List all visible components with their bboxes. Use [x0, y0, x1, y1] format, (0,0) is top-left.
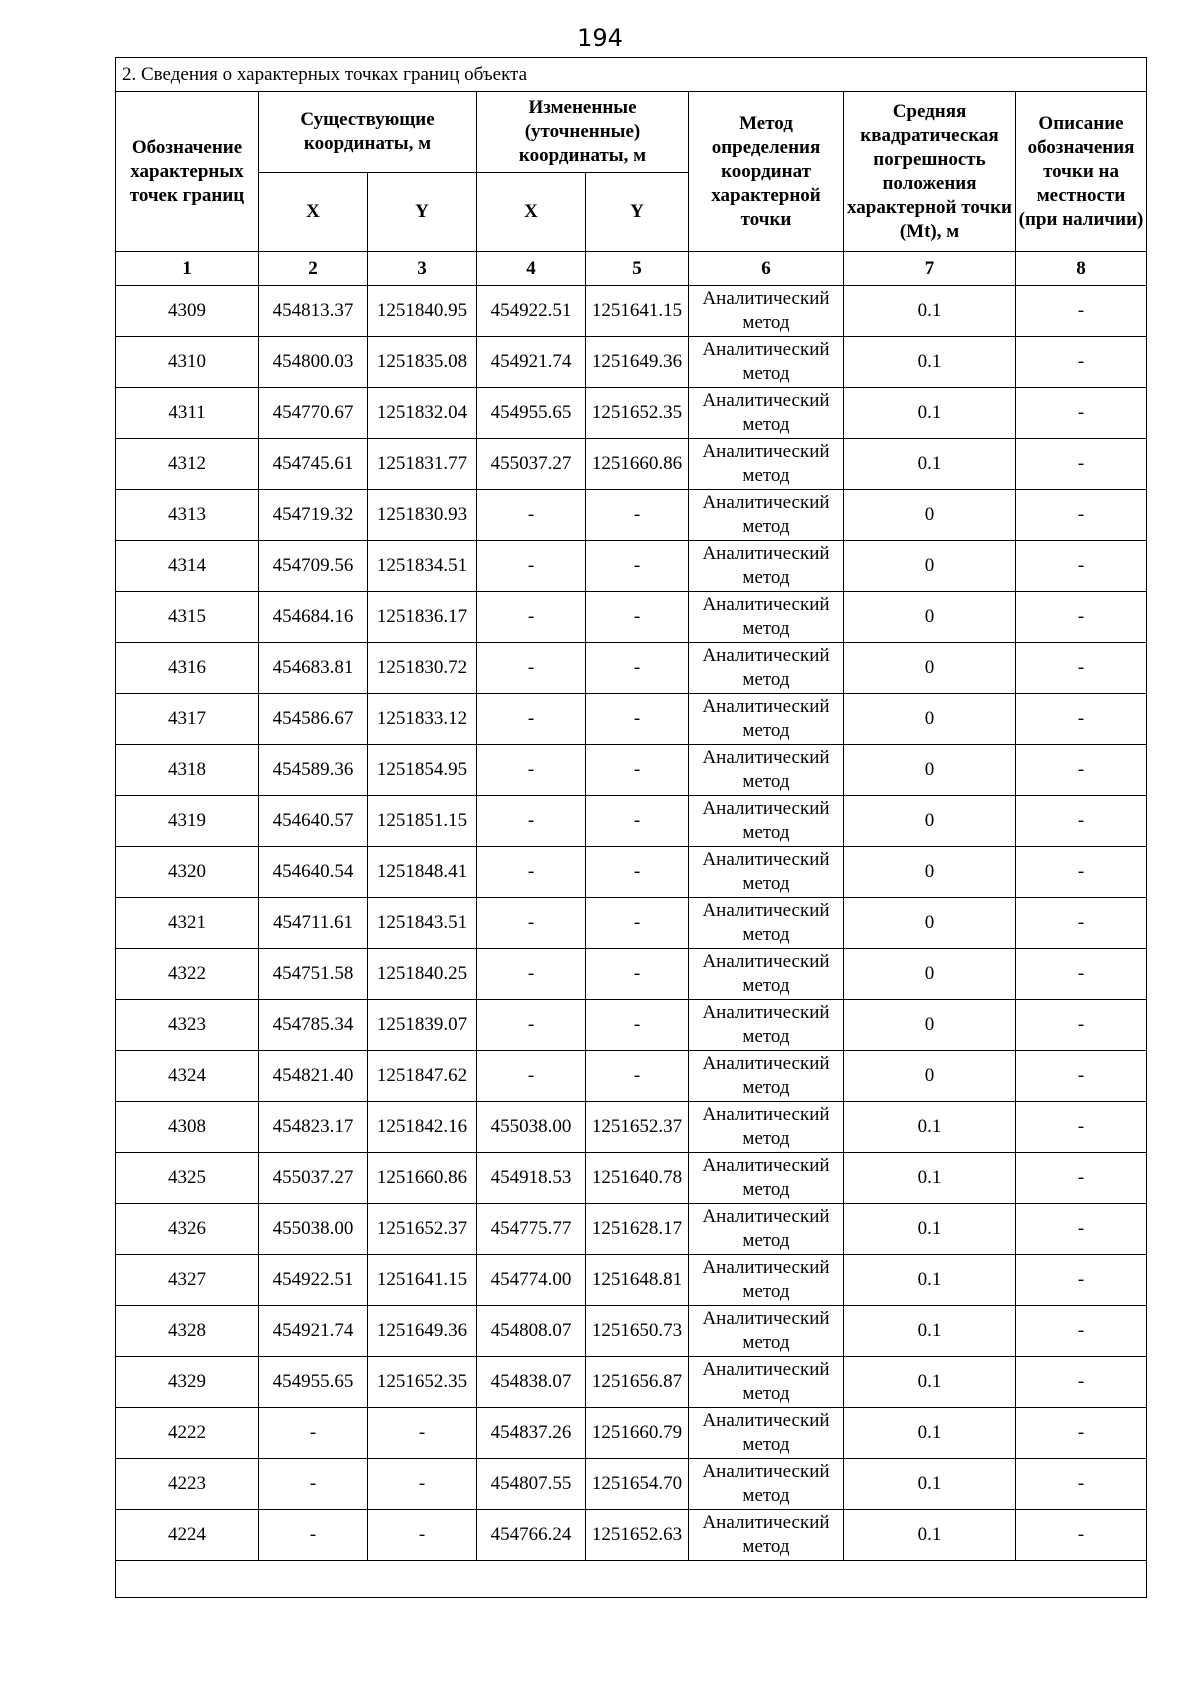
description-cell: - — [1016, 745, 1147, 796]
changed-x-cell: - — [477, 796, 586, 847]
changed-y-cell: - — [586, 643, 689, 694]
point-id-cell: 4310 — [116, 337, 259, 388]
point-id-cell: 4319 — [116, 796, 259, 847]
point-id-cell: 4313 — [116, 490, 259, 541]
method-cell — [689, 643, 844, 694]
method-text: метод — [742, 363, 790, 384]
point-id-cell: 4318 — [116, 745, 259, 796]
error-cell: 0 — [844, 898, 1016, 949]
method-cell — [689, 1102, 844, 1153]
error-cell: 0 — [844, 694, 1016, 745]
method-text: метод — [742, 516, 790, 537]
existing-y-cell: 1251652.35 — [368, 1357, 477, 1408]
existing-y-cell: - — [368, 1510, 477, 1561]
method-text: Аналитический — [702, 1002, 830, 1023]
existing-x-cell: 454813.37 — [259, 286, 368, 337]
method-text: метод — [742, 873, 790, 894]
method-cell — [689, 1459, 844, 1510]
existing-x-cell: 454683.81 — [259, 643, 368, 694]
method-cell — [689, 949, 844, 1000]
error-cell: 0.1 — [844, 1255, 1016, 1306]
table-row — [116, 1153, 1147, 1204]
table-row — [116, 949, 1147, 1000]
method-text: Аналитический — [702, 1206, 830, 1227]
existing-x-cell: 454589.36 — [259, 745, 368, 796]
existing-y-cell: 1251848.41 — [368, 847, 477, 898]
table-row — [116, 388, 1147, 439]
column-number: 6 — [689, 252, 844, 286]
existing-y-cell: 1251851.15 — [368, 796, 477, 847]
changed-x-cell: 455037.27 — [477, 439, 586, 490]
changed-x-cell: - — [477, 541, 586, 592]
point-id-cell: 4325 — [116, 1153, 259, 1204]
description-cell: - — [1016, 643, 1147, 694]
point-id-cell: 4324 — [116, 1051, 259, 1102]
method-cell — [689, 592, 844, 643]
table-row — [116, 439, 1147, 490]
point-id-cell: 4320 — [116, 847, 259, 898]
error-cell: 0 — [844, 592, 1016, 643]
existing-y-cell: 1251830.72 — [368, 643, 477, 694]
point-id-cell: 4311 — [116, 388, 259, 439]
error-cell: 0 — [844, 949, 1016, 1000]
error-cell: 0.1 — [844, 1153, 1016, 1204]
point-id-cell: 4321 — [116, 898, 259, 949]
changed-y-cell: 1251652.37 — [586, 1102, 689, 1153]
method-cell — [689, 388, 844, 439]
point-id-cell: 4329 — [116, 1357, 259, 1408]
existing-y-cell: 1251836.17 — [368, 592, 477, 643]
method-text: Аналитический — [702, 339, 830, 360]
changed-y-cell: 1251649.36 — [586, 337, 689, 388]
method-text: метод — [742, 1485, 790, 1506]
changed-y-cell: 1251640.78 — [586, 1153, 689, 1204]
header-changed-y: Y — [586, 173, 689, 252]
point-id-cell: 4327 — [116, 1255, 259, 1306]
description-cell: - — [1016, 388, 1147, 439]
table-row — [116, 1051, 1147, 1102]
existing-x-cell: - — [259, 1459, 368, 1510]
column-number: 7 — [844, 252, 1016, 286]
existing-x-cell: - — [259, 1408, 368, 1459]
method-cell — [689, 1000, 844, 1051]
description-cell: - — [1016, 949, 1147, 1000]
description-cell: - — [1016, 1306, 1147, 1357]
method-text: метод — [742, 1332, 790, 1353]
error-cell: 0 — [844, 643, 1016, 694]
table-row — [116, 1102, 1147, 1153]
error-cell: 0 — [844, 1000, 1016, 1051]
method-text: метод — [742, 720, 790, 741]
changed-x-cell: 454766.24 — [477, 1510, 586, 1561]
changed-x-cell: 454955.65 — [477, 388, 586, 439]
method-cell — [689, 796, 844, 847]
error-cell: 0.1 — [844, 1102, 1016, 1153]
changed-x-cell: - — [477, 694, 586, 745]
table-row — [116, 337, 1147, 388]
table-row — [116, 541, 1147, 592]
error-cell: 0 — [844, 541, 1016, 592]
changed-y-cell: - — [586, 490, 689, 541]
changed-x-cell: - — [477, 949, 586, 1000]
existing-y-cell: 1251834.51 — [368, 541, 477, 592]
header-existing-y: Y — [368, 173, 477, 252]
changed-y-cell: - — [586, 541, 689, 592]
method-text: Аналитический — [702, 441, 830, 462]
description-cell: - — [1016, 286, 1147, 337]
method-cell — [689, 439, 844, 490]
error-cell: 0.1 — [844, 1510, 1016, 1561]
point-id-cell: 4314 — [116, 541, 259, 592]
table-row — [116, 1000, 1147, 1051]
method-text: метод — [742, 669, 790, 690]
error-cell: 0 — [844, 1051, 1016, 1102]
method-text: Аналитический — [702, 1308, 830, 1329]
method-cell — [689, 490, 844, 541]
method-cell — [689, 1306, 844, 1357]
description-cell: - — [1016, 796, 1147, 847]
error-cell: 0.1 — [844, 286, 1016, 337]
changed-x-cell: 454921.74 — [477, 337, 586, 388]
existing-y-cell: 1251652.37 — [368, 1204, 477, 1255]
existing-x-cell: 454823.17 — [259, 1102, 368, 1153]
method-text: Аналитический — [702, 645, 830, 666]
method-text: Аналитический — [702, 849, 830, 870]
existing-x-cell: 454922.51 — [259, 1255, 368, 1306]
header-changed-x: X — [477, 173, 586, 252]
existing-y-cell: 1251843.51 — [368, 898, 477, 949]
changed-y-cell: - — [586, 745, 689, 796]
description-cell: - — [1016, 1408, 1147, 1459]
method-text: Аналитический — [702, 696, 830, 717]
existing-x-cell: 454745.61 — [259, 439, 368, 490]
existing-y-cell: 1251840.25 — [368, 949, 477, 1000]
method-text: Аналитический — [702, 288, 830, 309]
existing-y-cell: 1251854.95 — [368, 745, 477, 796]
method-text: Аналитический — [702, 747, 830, 768]
table-row — [116, 847, 1147, 898]
error-cell: 0.1 — [844, 1204, 1016, 1255]
error-cell: 0.1 — [844, 337, 1016, 388]
changed-y-cell: 1251654.70 — [586, 1459, 689, 1510]
method-text: Аналитический — [702, 900, 830, 921]
table-row — [116, 286, 1147, 337]
changed-y-cell: 1251628.17 — [586, 1204, 689, 1255]
error-cell: 0 — [844, 847, 1016, 898]
table-row — [116, 643, 1147, 694]
method-text: Аналитический — [702, 594, 830, 615]
column-number: 8 — [1016, 252, 1147, 286]
error-cell: 0.1 — [844, 1459, 1016, 1510]
table-row — [116, 1255, 1147, 1306]
method-cell — [689, 286, 844, 337]
point-id-cell: 4224 — [116, 1510, 259, 1561]
table-row — [116, 898, 1147, 949]
column-number: 3 — [368, 252, 477, 286]
table-row — [116, 592, 1147, 643]
point-id-cell: 4223 — [116, 1459, 259, 1510]
changed-y-cell: - — [586, 898, 689, 949]
method-text: метод — [742, 1077, 790, 1098]
description-cell: - — [1016, 847, 1147, 898]
error-cell: 0 — [844, 796, 1016, 847]
existing-x-cell: 454640.54 — [259, 847, 368, 898]
method-text: метод — [742, 1536, 790, 1557]
description-cell: - — [1016, 337, 1147, 388]
table-row — [116, 1357, 1147, 1408]
changed-x-cell: 454838.07 — [477, 1357, 586, 1408]
changed-y-cell: 1251650.73 — [586, 1306, 689, 1357]
existing-x-cell: 454586.67 — [259, 694, 368, 745]
method-text: метод — [742, 1281, 790, 1302]
description-cell: - — [1016, 439, 1147, 490]
existing-x-cell: 454770.67 — [259, 388, 368, 439]
existing-y-cell: 1251832.04 — [368, 388, 477, 439]
changed-x-cell: - — [477, 745, 586, 796]
changed-x-cell: - — [477, 898, 586, 949]
header-changed-coordinates: Измененные (уточненные) координаты, м — [477, 92, 689, 173]
existing-y-cell: 1251835.08 — [368, 337, 477, 388]
existing-y-cell: - — [368, 1408, 477, 1459]
method-text: метод — [742, 414, 790, 435]
header-point-designation: Обозначение характерных точек границ — [116, 92, 259, 252]
point-id-cell: 4222 — [116, 1408, 259, 1459]
method-text: метод — [742, 1026, 790, 1047]
empty-footer-row — [116, 1561, 1147, 1598]
column-number: 2 — [259, 252, 368, 286]
changed-x-cell: - — [477, 592, 586, 643]
method-text: метод — [742, 1128, 790, 1149]
changed-x-cell: 454837.26 — [477, 1408, 586, 1459]
column-number: 5 — [586, 252, 689, 286]
changed-y-cell: 1251652.35 — [586, 388, 689, 439]
method-cell — [689, 1357, 844, 1408]
point-id-cell: 4312 — [116, 439, 259, 490]
error-cell: 0.1 — [844, 388, 1016, 439]
existing-x-cell: 454684.16 — [259, 592, 368, 643]
point-id-cell: 4315 — [116, 592, 259, 643]
method-text: Аналитический — [702, 390, 830, 411]
method-text: Аналитический — [702, 1155, 830, 1176]
changed-x-cell: 454922.51 — [477, 286, 586, 337]
existing-x-cell: 454821.40 — [259, 1051, 368, 1102]
description-cell: - — [1016, 1357, 1147, 1408]
method-cell — [689, 541, 844, 592]
point-id-cell: 4326 — [116, 1204, 259, 1255]
method-text: Аналитический — [702, 1512, 830, 1533]
existing-y-cell: - — [368, 1459, 477, 1510]
changed-y-cell: 1251641.15 — [586, 286, 689, 337]
description-cell: - — [1016, 1153, 1147, 1204]
method-text: Аналитический — [702, 492, 830, 513]
method-cell — [689, 1408, 844, 1459]
changed-x-cell: 454774.00 — [477, 1255, 586, 1306]
table-row — [116, 1204, 1147, 1255]
method-text: метод — [742, 924, 790, 945]
description-cell: - — [1016, 541, 1147, 592]
column-number: 4 — [477, 252, 586, 286]
changed-y-cell: 1251656.87 — [586, 1357, 689, 1408]
changed-y-cell: 1251652.63 — [586, 1510, 689, 1561]
existing-x-cell: 455038.00 — [259, 1204, 368, 1255]
point-id-cell: 4316 — [116, 643, 259, 694]
method-text: Аналитический — [702, 951, 830, 972]
description-cell: - — [1016, 1102, 1147, 1153]
header-existing-x: X — [259, 173, 368, 252]
table-row — [116, 1459, 1147, 1510]
description-cell: - — [1016, 592, 1147, 643]
existing-y-cell: 1251830.93 — [368, 490, 477, 541]
table-row — [116, 490, 1147, 541]
method-text: метод — [742, 1230, 790, 1251]
changed-y-cell: - — [586, 847, 689, 898]
header-description: Описание обозначения точки на местности (при наличии) — [1016, 92, 1147, 252]
point-id-cell: 4323 — [116, 1000, 259, 1051]
method-text: Аналитический — [702, 798, 830, 819]
changed-y-cell: - — [586, 1051, 689, 1102]
description-cell: - — [1016, 1510, 1147, 1561]
table-row — [116, 796, 1147, 847]
point-id-cell: 4317 — [116, 694, 259, 745]
section-title: 2. Сведения о характерных точках границ объекта — [116, 58, 1147, 92]
method-cell — [689, 337, 844, 388]
existing-x-cell: 454709.56 — [259, 541, 368, 592]
header-method: Метод определения координат характерной точки — [689, 92, 844, 252]
existing-y-cell: 1251839.07 — [368, 1000, 477, 1051]
method-cell — [689, 1255, 844, 1306]
method-text: Аналитический — [702, 1410, 830, 1431]
changed-y-cell: 1251648.81 — [586, 1255, 689, 1306]
table-row — [116, 694, 1147, 745]
method-cell — [689, 1153, 844, 1204]
method-text: метод — [742, 618, 790, 639]
page-number: 194 — [577, 24, 623, 52]
changed-y-cell: - — [586, 592, 689, 643]
existing-x-cell: 454719.32 — [259, 490, 368, 541]
existing-y-cell: 1251641.15 — [368, 1255, 477, 1306]
point-id-cell: 4322 — [116, 949, 259, 1000]
existing-y-cell: 1251831.77 — [368, 439, 477, 490]
method-cell — [689, 745, 844, 796]
method-text: Аналитический — [702, 543, 830, 564]
changed-y-cell: - — [586, 796, 689, 847]
existing-x-cell: 454921.74 — [259, 1306, 368, 1357]
changed-y-cell: - — [586, 1000, 689, 1051]
method-text: Аналитический — [702, 1359, 830, 1380]
changed-x-cell: 454775.77 — [477, 1204, 586, 1255]
description-cell: - — [1016, 1459, 1147, 1510]
point-id-cell: 4308 — [116, 1102, 259, 1153]
point-id-cell: 4309 — [116, 286, 259, 337]
description-cell: - — [1016, 490, 1147, 541]
changed-y-cell: 1251660.86 — [586, 439, 689, 490]
error-cell: 0.1 — [844, 439, 1016, 490]
column-number: 1 — [116, 252, 259, 286]
description-cell: - — [1016, 694, 1147, 745]
existing-x-cell: 454640.57 — [259, 796, 368, 847]
changed-x-cell: 454918.53 — [477, 1153, 586, 1204]
method-text: метод — [742, 465, 790, 486]
existing-y-cell: 1251660.86 — [368, 1153, 477, 1204]
method-text: метод — [742, 312, 790, 333]
method-text: Аналитический — [702, 1461, 830, 1482]
error-cell: 0.1 — [844, 1408, 1016, 1459]
method-cell — [689, 1051, 844, 1102]
method-text: Аналитический — [702, 1257, 830, 1278]
error-cell: 0.1 — [844, 1357, 1016, 1408]
existing-y-cell: 1251833.12 — [368, 694, 477, 745]
existing-y-cell: 1251649.36 — [368, 1306, 477, 1357]
error-cell: 0 — [844, 745, 1016, 796]
changed-x-cell: 454807.55 — [477, 1459, 586, 1510]
changed-x-cell: - — [477, 847, 586, 898]
method-text: метод — [742, 1434, 790, 1455]
existing-y-cell: 1251842.16 — [368, 1102, 477, 1153]
existing-y-cell: 1251840.95 — [368, 286, 477, 337]
method-cell — [689, 1510, 844, 1561]
changed-x-cell: - — [477, 643, 586, 694]
table-row — [116, 1408, 1147, 1459]
method-text: Аналитический — [702, 1053, 830, 1074]
table-row — [116, 1306, 1147, 1357]
method-text: метод — [742, 822, 790, 843]
method-text: метод — [742, 567, 790, 588]
method-cell — [689, 694, 844, 745]
method-text: Аналитический — [702, 1104, 830, 1125]
existing-x-cell: 454800.03 — [259, 337, 368, 388]
changed-x-cell: - — [477, 1000, 586, 1051]
existing-x-cell: 454785.34 — [259, 1000, 368, 1051]
existing-x-cell: 454751.58 — [259, 949, 368, 1000]
description-cell: - — [1016, 898, 1147, 949]
method-text: метод — [742, 771, 790, 792]
existing-x-cell: 455037.27 — [259, 1153, 368, 1204]
header-existing-coordinates: Существующие координаты, м — [259, 92, 477, 173]
method-text: метод — [742, 1179, 790, 1200]
boundary-points-table — [115, 57, 1147, 1598]
changed-x-cell: - — [477, 490, 586, 541]
description-cell: - — [1016, 1255, 1147, 1306]
method-cell — [689, 898, 844, 949]
point-id-cell: 4328 — [116, 1306, 259, 1357]
changed-x-cell: 454808.07 — [477, 1306, 586, 1357]
existing-x-cell: 454711.61 — [259, 898, 368, 949]
changed-y-cell: 1251660.79 — [586, 1408, 689, 1459]
description-cell: - — [1016, 1051, 1147, 1102]
description-cell: - — [1016, 1000, 1147, 1051]
description-cell: - — [1016, 1204, 1147, 1255]
changed-x-cell: 455038.00 — [477, 1102, 586, 1153]
changed-x-cell: - — [477, 1051, 586, 1102]
method-cell — [689, 1204, 844, 1255]
table-row — [116, 1510, 1147, 1561]
header-error: Средняя квадратическая погрешность положения характерной точки (Mt), м — [844, 92, 1016, 252]
method-cell — [689, 847, 844, 898]
table-body — [116, 286, 1147, 1561]
method-text: метод — [742, 975, 790, 996]
changed-y-cell: - — [586, 694, 689, 745]
existing-x-cell: 454955.65 — [259, 1357, 368, 1408]
error-cell: 0.1 — [844, 1306, 1016, 1357]
existing-y-cell: 1251847.62 — [368, 1051, 477, 1102]
error-cell: 0 — [844, 490, 1016, 541]
existing-x-cell: - — [259, 1510, 368, 1561]
changed-y-cell: - — [586, 949, 689, 1000]
table-row — [116, 745, 1147, 796]
method-text: метод — [742, 1383, 790, 1404]
